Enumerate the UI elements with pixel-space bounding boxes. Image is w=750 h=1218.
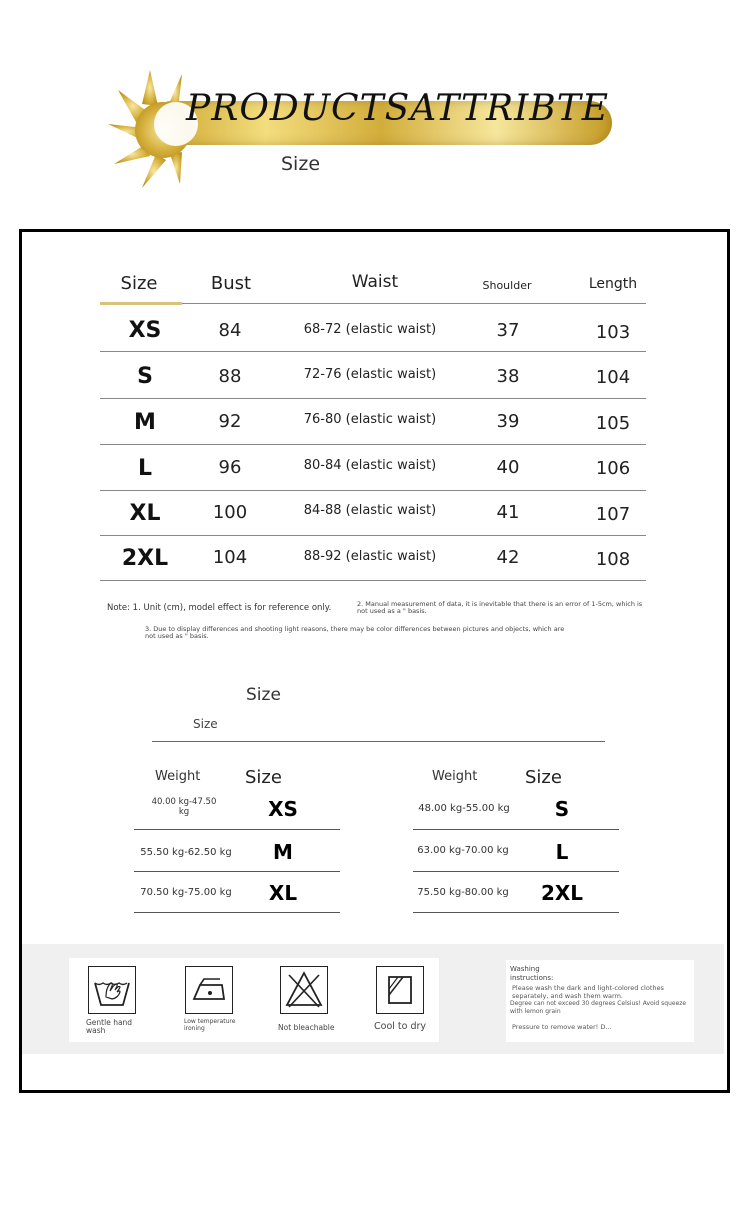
col-header-bust: Bust xyxy=(210,273,252,294)
col-header-size: Size xyxy=(120,273,158,294)
weight-row-divider xyxy=(134,829,340,830)
not-bleachable-icon xyxy=(280,966,328,1014)
size-cell: M xyxy=(134,410,156,435)
note-2: 2. Manual measurement of data, it is inevitable that there is an error of 1-5cm, which is not used as a " basis. xyxy=(357,600,643,616)
table-bottom-line xyxy=(100,580,646,581)
length-cell: 108 xyxy=(595,549,631,570)
washing-line: Please wash the dark and light-colored clothes separately, and wash them warm. xyxy=(512,984,664,1001)
waist-cell: 76-80 (elastic waist) xyxy=(303,412,437,427)
note-1: Note: 1. Unit (cm), model effect is for reference only. xyxy=(107,603,332,613)
weight-size: XL xyxy=(268,881,298,905)
col-header-shoulder: Shoulder xyxy=(482,279,532,292)
weight-range: 55.50 kg-62.50 kg xyxy=(140,847,232,858)
bust-cell: 84 xyxy=(218,320,242,341)
weight-row-divider xyxy=(134,871,340,872)
length-cell: 106 xyxy=(595,458,631,479)
weight-range: 40.00 kg-47.50 kg xyxy=(151,797,217,818)
waist-cell: 88-92 (elastic waist) xyxy=(303,549,437,564)
weight-row-divider xyxy=(134,912,340,913)
bust-cell: 92 xyxy=(218,411,242,432)
left-weight-header: Weight xyxy=(155,769,201,784)
header-title: PRODUCTSATTRIBTE xyxy=(186,88,610,129)
waist-cell: 80-84 (elastic waist) xyxy=(303,458,437,473)
weight-range: 70.50 kg-75.00 kg xyxy=(140,887,232,898)
left-size-header: Size xyxy=(245,767,282,788)
waist-cell: 84-88 (elastic waist) xyxy=(303,503,437,518)
size-cell: XL xyxy=(129,501,161,526)
weight-size: 2XL xyxy=(540,881,584,905)
washing-line: Pressure to remove water! D... xyxy=(512,1023,612,1031)
weight-section-divider xyxy=(152,741,605,742)
waist-cell: 72-76 (elastic waist) xyxy=(303,367,437,382)
cool-to-dry-icon xyxy=(376,966,424,1014)
col-header-length: Length xyxy=(588,276,638,292)
row-divider xyxy=(100,535,646,536)
waist-cell: 68-72 (elastic waist) xyxy=(303,322,437,337)
care-label: Low temperature ironing xyxy=(184,1018,236,1032)
size-cell: XS xyxy=(128,318,162,343)
bust-cell: 104 xyxy=(212,547,248,568)
length-cell: 103 xyxy=(595,322,631,343)
bust-cell: 88 xyxy=(218,366,242,387)
care-label: Gentle hand wash xyxy=(86,1018,133,1036)
hand-wash-icon xyxy=(88,966,136,1014)
shoulder-cell: 38 xyxy=(496,366,520,387)
shoulder-cell: 40 xyxy=(496,457,520,478)
weight-row-divider xyxy=(413,871,619,872)
size-cell: S xyxy=(137,364,153,389)
care-label: Not bleachable xyxy=(278,1023,335,1032)
shoulder-cell: 39 xyxy=(496,411,520,432)
weight-range: 75.50 kg-80.00 kg xyxy=(417,887,509,898)
bust-cell: 96 xyxy=(218,457,242,478)
shoulder-cell: 41 xyxy=(496,502,520,523)
note-3: 3. Due to display differences and shooting light reasons, there may be color differences between pictures and objects, which are not used as " basis. xyxy=(145,625,565,641)
bust-cell: 100 xyxy=(212,502,248,523)
weight-row-divider xyxy=(413,912,619,913)
shoulder-cell: 37 xyxy=(496,320,520,341)
weight-size: XS xyxy=(268,797,298,821)
weight-size: L xyxy=(555,840,569,864)
size-cell: L xyxy=(137,456,153,481)
right-weight-header: Weight xyxy=(432,769,478,784)
weight-section-title: Size xyxy=(246,685,281,705)
header-subtitle: Size xyxy=(281,153,321,175)
weight-range: 63.00 kg-70.00 kg xyxy=(417,845,509,856)
weight-size: M xyxy=(273,840,293,864)
weight-section-subtitle: Size xyxy=(193,717,218,731)
weight-range: 48.00 kg-55.00 kg xyxy=(418,803,510,814)
right-size-header: Size xyxy=(525,767,562,788)
low-temp-iron-icon xyxy=(185,966,233,1014)
washing-line: Degree can not exceed 30 degrees Celsius! Avoid squeeze with lemon grain xyxy=(510,1000,687,1015)
row-divider xyxy=(100,351,646,352)
row-divider xyxy=(100,490,646,491)
row-divider xyxy=(100,444,646,445)
weight-size: S xyxy=(554,797,570,821)
weight-row-divider xyxy=(413,829,619,830)
col-header-waist: Waist xyxy=(351,272,399,292)
row-divider xyxy=(100,398,646,399)
size-cell: 2XL xyxy=(121,546,169,571)
length-cell: 107 xyxy=(595,504,631,525)
shoulder-cell: 42 xyxy=(496,547,520,568)
care-label: Cool to dry xyxy=(374,1021,427,1032)
sun-moon-icon xyxy=(108,68,218,190)
length-cell: 104 xyxy=(595,367,631,388)
length-cell: 105 xyxy=(595,413,631,434)
washing-title: Washing instructions: xyxy=(510,965,554,982)
size-header-underline xyxy=(100,302,182,305)
